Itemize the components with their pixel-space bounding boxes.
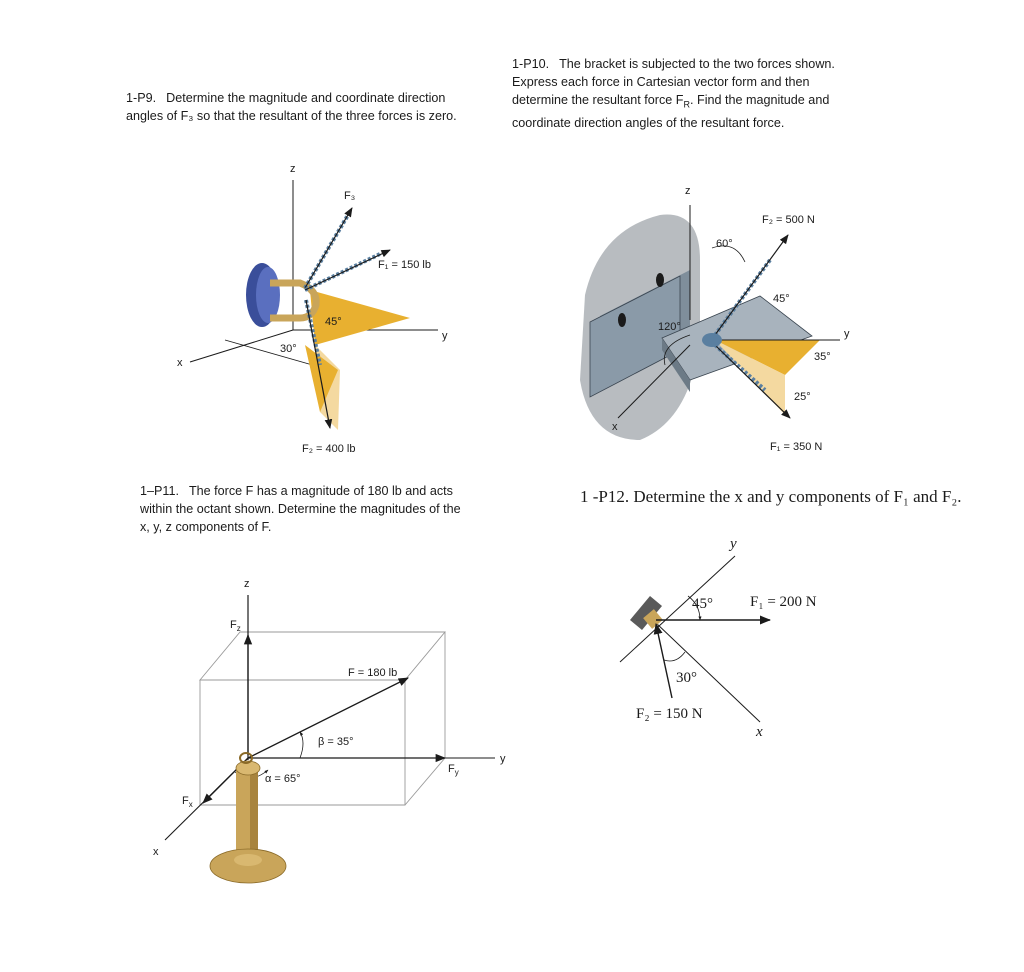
f1-label: F₁ = 200 N (750, 594, 817, 610)
problem-line: Determine the magnitude and coordinate direction (166, 91, 446, 105)
z-label: z (685, 185, 691, 197)
subscript: R (683, 99, 690, 110)
rope-knot (702, 333, 722, 347)
f-label: F = 180 lb (348, 667, 398, 679)
problem-line: The bracket is subjected to the two forces shown. (559, 57, 835, 71)
f2-label: F₂ = 400 lb (302, 443, 356, 455)
post-base-top (234, 854, 262, 866)
figure-p9 (177, 163, 448, 455)
angle-30-label: 30° (280, 343, 297, 355)
fy-label: $F_y$ (448, 763, 459, 777)
figure-p10 (580, 185, 850, 453)
problem-line: The force F has a magnitude of 180 lb and acts (188, 484, 453, 498)
f3-label: F₃ (344, 190, 356, 202)
problem-number: 1-P9. (126, 91, 157, 105)
problem-number: 1–P11. (140, 484, 179, 498)
problem-line: Express each force in Cartesian vector form and then (512, 75, 810, 89)
beta-arc (300, 732, 303, 758)
fz-label: $F_z$ (230, 619, 241, 633)
figure-p12 (620, 536, 817, 740)
alpha-label: α = 65° (265, 773, 301, 785)
angle-60-label: 60° (716, 238, 733, 250)
support-wall (630, 596, 662, 630)
problem-number: 1-P10. (512, 57, 550, 71)
f2-label: F₂ = 500 N (762, 214, 815, 226)
post-shaft-shade (250, 768, 258, 858)
z-label: z (244, 578, 250, 590)
problem-line-part: determine the resultant force F (512, 93, 684, 107)
angle-30-arc (664, 652, 685, 661)
f3-arrow (305, 208, 352, 288)
y-label: y (442, 330, 448, 342)
y-label: y (500, 753, 506, 765)
problem-line-part: . Find the magnitude and (690, 93, 830, 107)
problem-line: Determine the x and y components of F₁ and F₂. (633, 487, 962, 506)
fx-label: $F_x$ (182, 795, 193, 809)
z-label: z (290, 163, 296, 175)
angle-120-label: 120° (658, 321, 681, 333)
problem-line: within the octant shown. Determine the magnitudes of the (140, 502, 461, 516)
x-label: x (177, 357, 183, 369)
angle-25-label: 25° (794, 391, 811, 403)
y-label: y (844, 328, 850, 340)
problem-line: angles of F₃ so that the resultant of the three forces is zero. (126, 109, 457, 123)
inclined-axis (620, 556, 735, 662)
angle-45-label: 45° (773, 293, 790, 305)
problem-number: 1 -P12. (580, 487, 630, 506)
problem-line: coordinate direction angles of the resultant force. (512, 115, 785, 130)
x-axis (190, 330, 293, 362)
x-label: x (612, 421, 618, 433)
f1-label: F₁ = 150 lb (378, 259, 431, 271)
f2-label: F₂ = 150 N (636, 706, 703, 722)
bolt-hole-2 (656, 273, 664, 287)
angle-35-label: 35° (814, 351, 831, 363)
x-label: x (153, 846, 159, 858)
figure-p11 (153, 578, 506, 883)
angle-45-label: 45° (692, 596, 713, 612)
x-label: x (756, 724, 763, 740)
problem-line: x, y, z components of F. (140, 520, 272, 534)
beta-label: β = 35° (318, 736, 354, 748)
y-label: y (730, 536, 737, 552)
angle-30-label: 30° (676, 670, 697, 686)
f1-label: F₁ = 350 N (770, 441, 823, 453)
bolt-hole-1 (618, 313, 626, 327)
angle-45-label: 45° (325, 316, 342, 328)
